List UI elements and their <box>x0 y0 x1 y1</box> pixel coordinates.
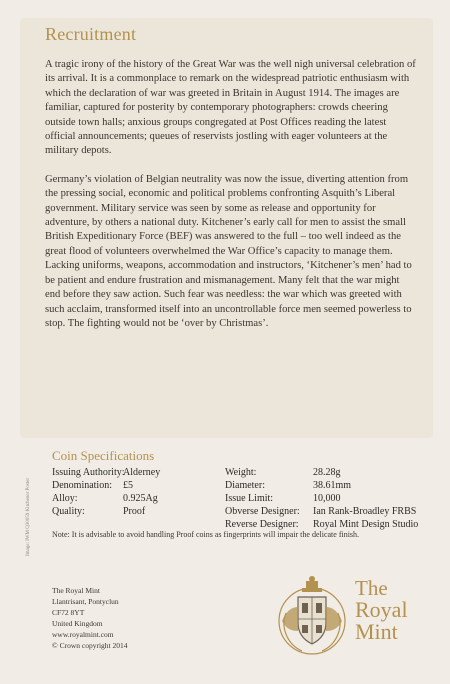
royal-mint-crest-icon <box>268 573 356 661</box>
spec-row <box>225 505 418 518</box>
spec-value: Proof <box>123 506 146 517</box>
spec-row <box>52 466 160 479</box>
spec-row <box>225 492 418 505</box>
logo-line: The <box>355 576 388 600</box>
spec-value: Alderney <box>123 467 161 478</box>
specs-left-column <box>52 466 160 518</box>
image-credit: Image: IWM Q30059 Kitchener Poster <box>26 477 31 556</box>
spec-label: Issue Limit: <box>225 493 274 504</box>
address-line: CF72 8YT <box>52 608 85 617</box>
spec-row <box>52 505 160 518</box>
address-line: United Kingdom <box>52 619 103 628</box>
spec-row <box>225 479 418 492</box>
spec-label: Obverse Designer: <box>225 506 300 517</box>
spec-label: Issuing Authority: <box>52 467 125 478</box>
paragraph: Germany’s violation of Belgian neutrality was now the issue, diverting attention from the pressing social, economic and political problems confronting Asquith’s Liberal government. Military service was seen by some as release and opportunity for adventure, by others a national duty. Kitchener’s early call for men to assist the small British Expeditionary Force (BEF) was answered to the full – too well indeed as the great flood of volunteers overwhelmed the War Office’s capacity to manage them. Lacking uniforms, weapons, accommodation and instructors, ‘Kitchener’s men’ had to be patient and endure frustration and mismanagement. Many felt that the war might end before they saw action. Such fear was needless: the war which was greeted with such acclaim, transformed itself into an uncontrollable force men seemed powerless to stop. The fighting would not be ‘over by Christmas’. <box>45 173 412 329</box>
handling-note: Note: It is advisable to avoid handling Proof coins as fingerprints will impair the delicate finish. <box>52 530 360 539</box>
spec-value: 38.61mm <box>313 480 352 491</box>
logo-line: Royal <box>355 597 408 622</box>
spec-value: £5 <box>123 480 133 491</box>
spec-label: Weight: <box>225 467 257 478</box>
spec-value: 28.28g <box>313 467 341 478</box>
spec-value: 10,000 <box>313 493 341 504</box>
article-body <box>45 58 417 345</box>
logo-line: Mint <box>355 619 398 644</box>
royal-mint-logo <box>355 577 408 643</box>
address-line: Llantrisant, Pontyclun <box>52 597 119 606</box>
paragraph: A tragic irony of the history of the Great War was the well nigh universal celebration of its arrival. It is a commonplace to remark on the widespread patriotic enthusiasm with which the declaration of war was greeted in Britain in August 1914. The images are familiar, captured for posterity by contemporary photographers: crowds cheering outside town halls; anxious groups congregated at Post Offices reading the latest official announcements; queues of reservists jostling with eager volunteers at the military depots. <box>45 59 416 157</box>
specs-right-column <box>225 466 418 531</box>
spec-label: Reverse Designer: <box>225 519 299 530</box>
spec-label: Diameter: <box>225 480 265 491</box>
spec-row <box>225 466 418 479</box>
section-title: Recruitment <box>45 24 137 44</box>
spec-label: Denomination: <box>52 480 112 491</box>
spec-value: Royal Mint Design Studio <box>313 519 419 530</box>
specs-title: Coin Specifications <box>52 448 155 463</box>
spec-row <box>52 492 160 505</box>
spec-label: Alloy: <box>52 493 78 504</box>
publisher-address <box>52 585 127 651</box>
address-line: The Royal Mint <box>52 586 100 595</box>
spec-value: 0.925Ag <box>123 493 158 504</box>
spec-label: Quality: <box>52 506 85 517</box>
spec-row <box>52 479 160 492</box>
address-line: © Crown copyright 2014 <box>52 641 128 650</box>
spec-value: Ian Rank-Broadley FRBS <box>313 506 417 517</box>
address-line: www.royalmint.com <box>52 630 114 639</box>
